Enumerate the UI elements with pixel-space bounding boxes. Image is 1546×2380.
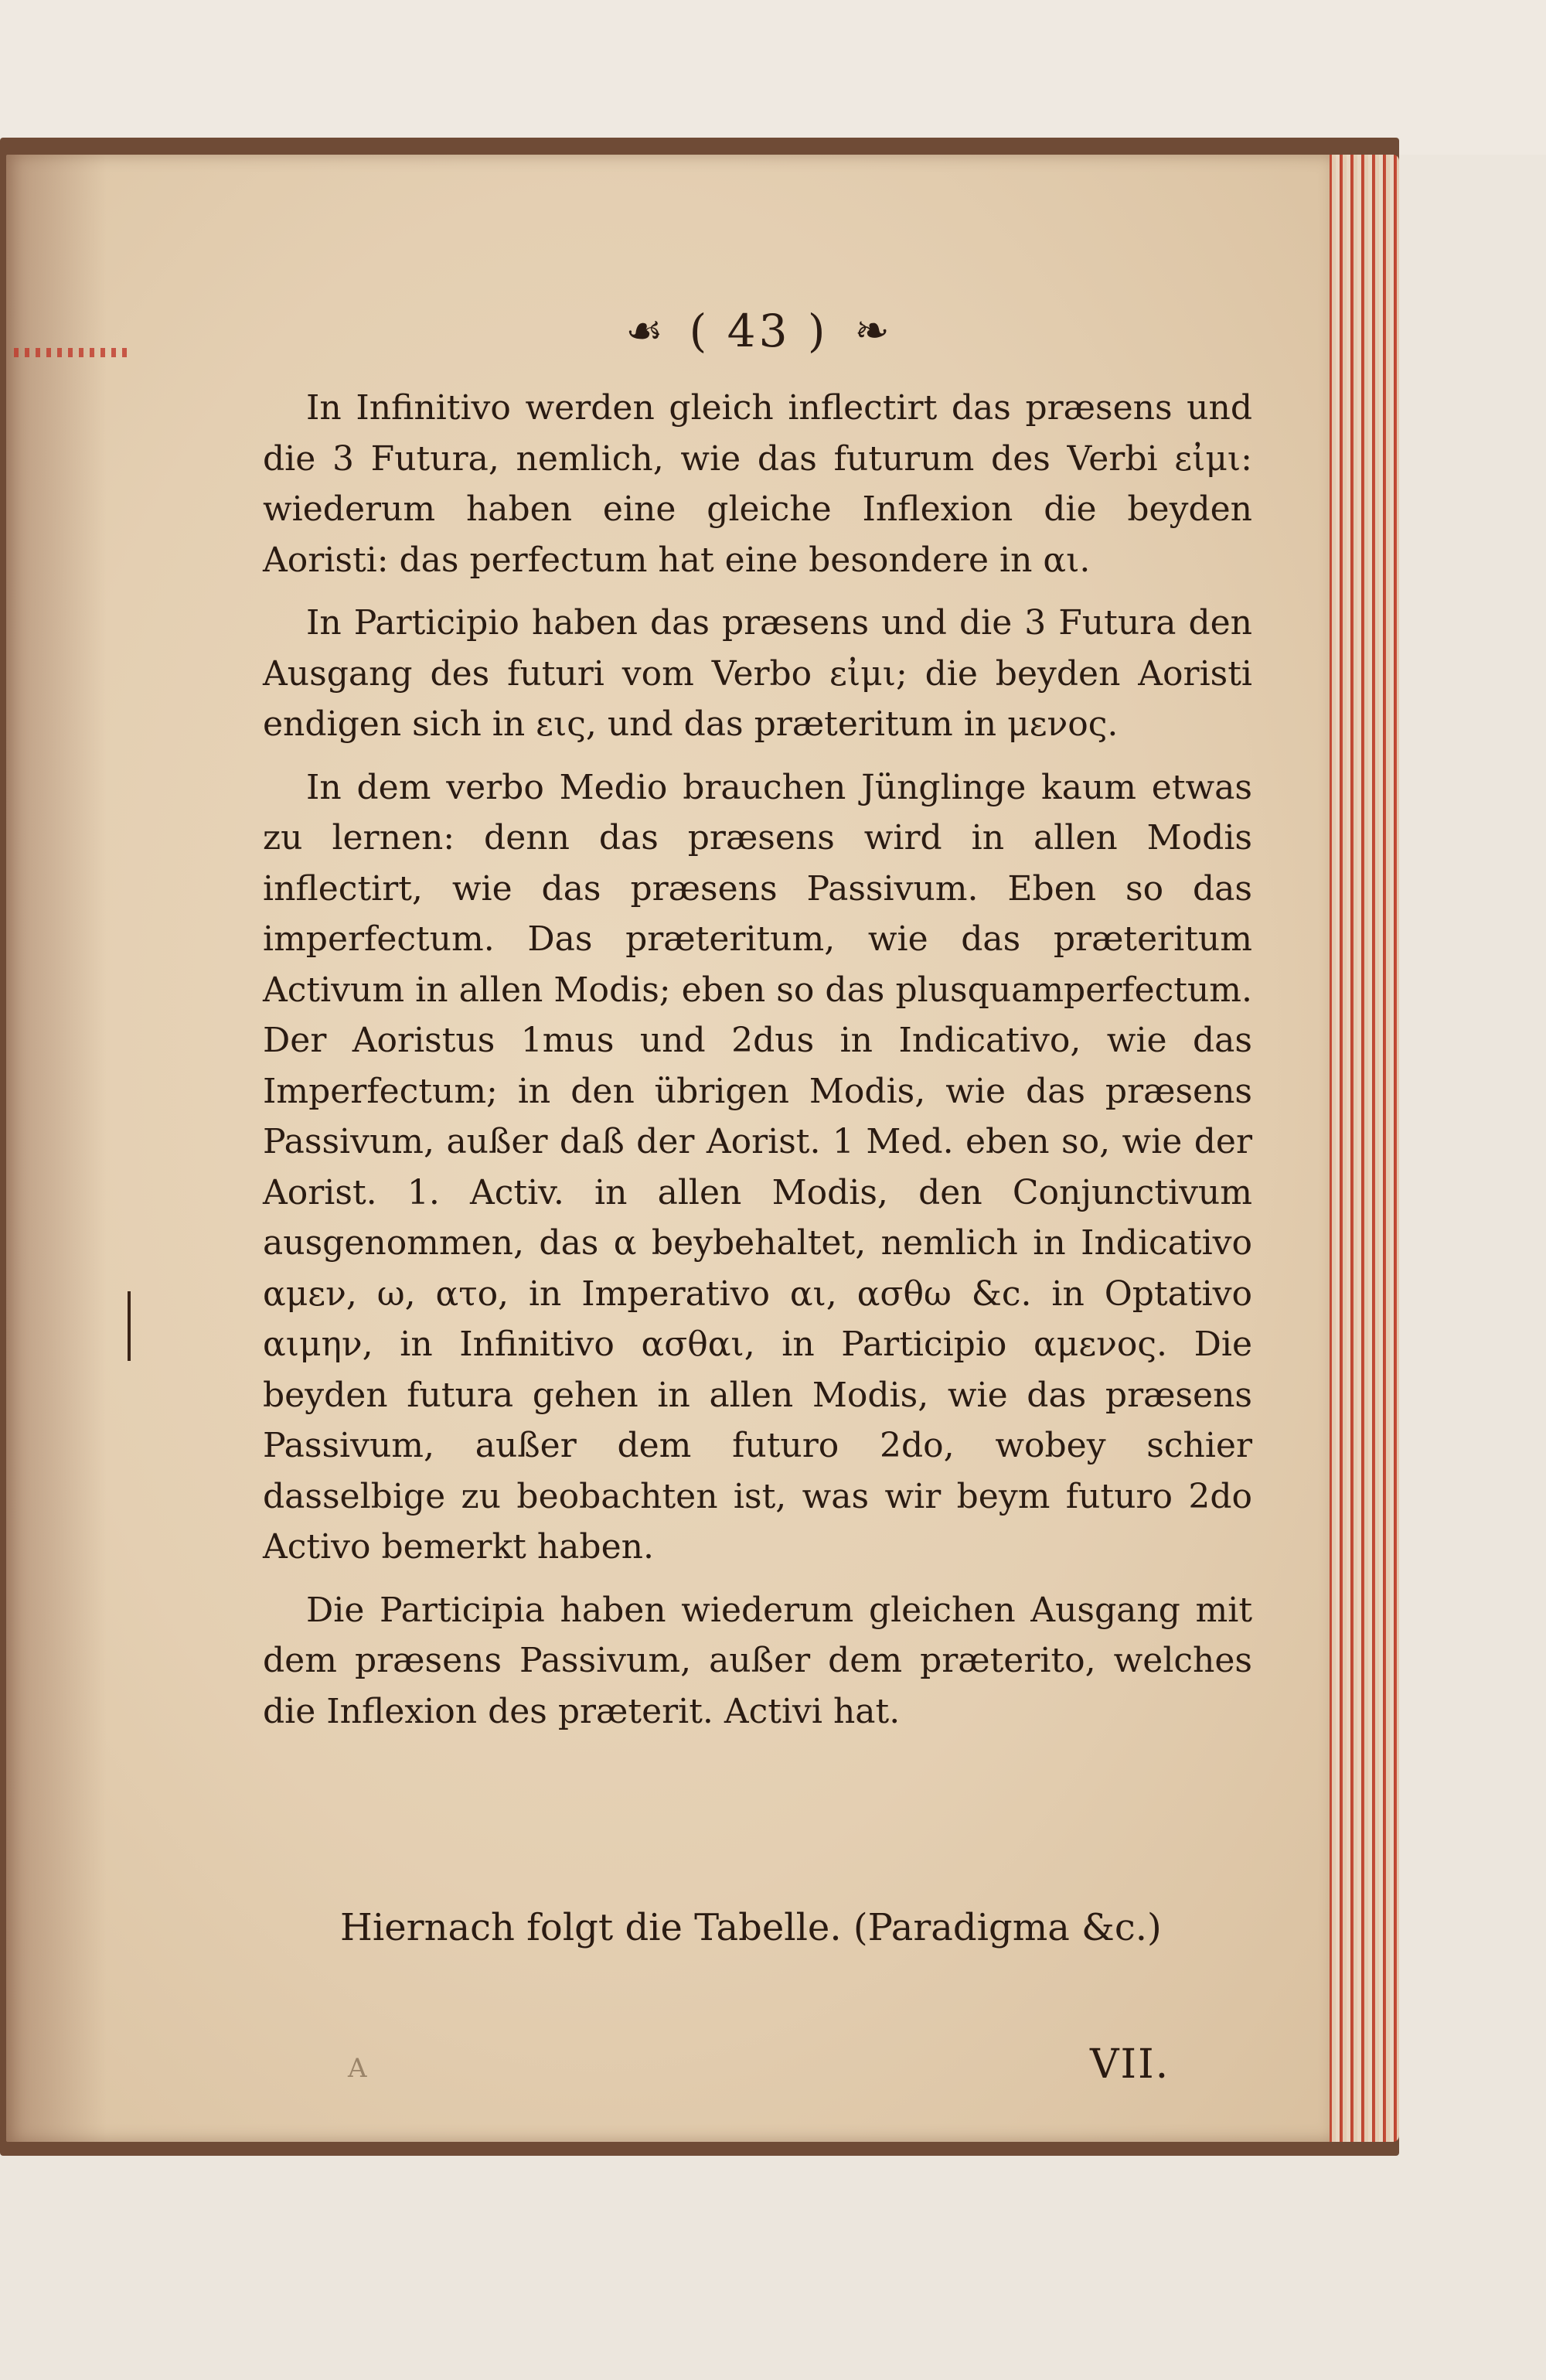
right-ornament-icon: ❧ <box>854 306 890 355</box>
signature-mark: A <box>348 2053 367 2084</box>
margin-tick-mark <box>128 1291 131 1361</box>
paragraph-participia: Die Participia haben wiederum gleichen Ausgang mit dem præsens Passivum, außer dem præterito, welches die Inflexion des præterit. Activi hat. <box>263 1590 1252 1731</box>
body-text <box>263 383 1252 1737</box>
paragraph-infinitivo: In Infinitivo werden gleich inflectirt das præsens und die 3 Futura, nemlich, wie das futurum des Verbi εἰμι: wiederum haben eine gleiche Inflexion die beyden Aoristi: das perfectum hat eine besondere in αι. <box>263 388 1252 580</box>
backdrop <box>0 0 1546 155</box>
paragraph-participio: In Participio haben das præsens und die 3 Futura den Ausgang des futuri vom Verbo εἰμι; die beyden Aoristi endigen sich in εις, und das præteritum in μενος. <box>263 603 1252 744</box>
catchword: VII. <box>1090 2041 1170 2088</box>
red-margin-mark <box>14 348 130 357</box>
left-ornament-icon: ☙ <box>625 306 663 355</box>
table-reference-line: Hiernach folgt die Tabelle. (Paradigma &c.) <box>340 1906 1162 1949</box>
page-header <box>557 300 959 362</box>
page-number: ( 43 ) <box>689 305 829 357</box>
paragraph-verbo-medio: In dem verbo Medio brauchen Jünglinge kaum etwas zu lernen: denn das præsens wird in allen Modis inflectirt, wie das præsens Passivum. Eben so das imperfectum. Das præteritum, wie das præteritum Activum in allen Modis; eben so das plusquamperfectum. Der Aoristus 1mus und 2dus in Indicativo, wie das Imperfectum; in den übrigen Modis, wie das præsens Passivum, außer daß der Aorist. 1 Med. eben so, wie der Aorist. 1. Activ. in allen Modis, den Conjunctivum ausgenommen, das α beybehaltet, nemlich in Indicativo αμεν, ω, ατο, in Imperativo αι, ασθω &c. in Optativo αιμην, in Infinitivo ασθαι, in Participio αμενος. Die beyden futura gehen in allen Modis, wie das præsens Passivum, außer dem futuro 2do, wobey schier dasselbige zu beobachten ist, was wir beym futuro 2do Activo bemerkt haben. <box>263 767 1252 1567</box>
